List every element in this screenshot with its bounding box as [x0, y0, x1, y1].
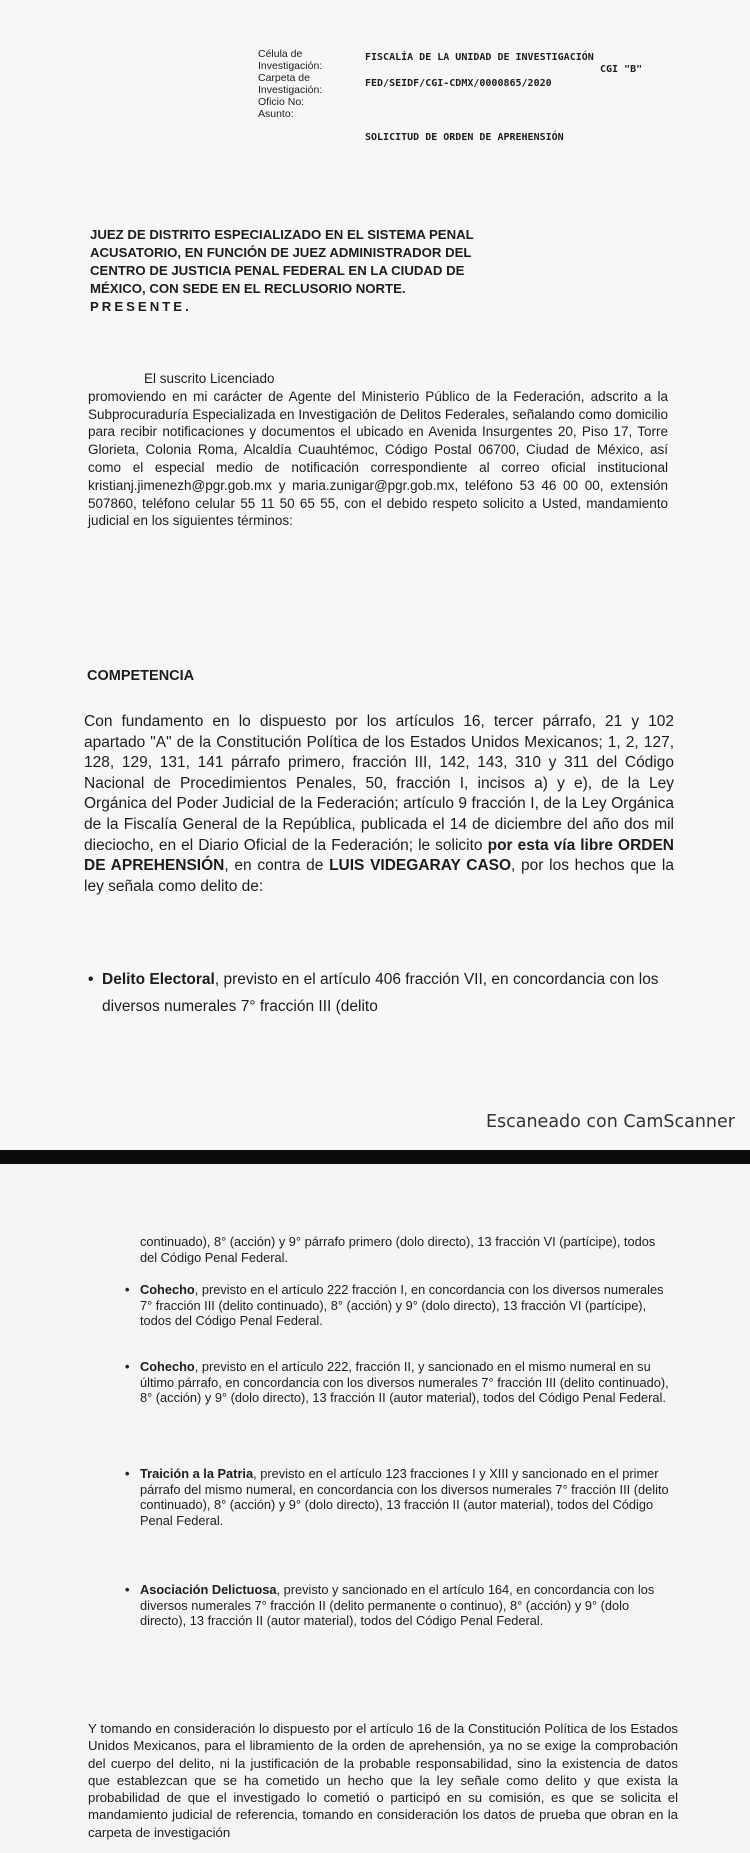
addressee-line: JUEZ DE DISTRITO ESPECIALIZADO EN EL SISTEMA PENAL [90, 227, 474, 242]
header-cgi: CGI "B" [600, 64, 643, 75]
competencia-text-b: , en contra de [224, 857, 324, 875]
list-item-text: , previsto en el artículo 406 fracción VII, en concordancia con los diversos numerales 7° fracción III (delito [102, 971, 659, 1015]
section-title-competencia: COMPETENCIA [87, 668, 195, 684]
list-item-asociacion [125, 1582, 675, 1629]
label-asunto: Asunto: [258, 108, 294, 120]
list-item-cohecho-2 [125, 1359, 675, 1406]
accused-name: LUIS VIDEGARAY CASO [329, 857, 512, 875]
page-divider [0, 1150, 750, 1164]
bullet-icon: • [125, 1582, 130, 1597]
continuation-text: continuado), 8° (acción) y 9° párrafo primero (dolo directo), 13 fracción VI (partícipe), todos del Código Penal Federal. [140, 1234, 656, 1265]
list-item-title: Cohecho [140, 1282, 195, 1297]
closing-paragraph: Y tomando en consideración lo dispuesto por el artículo 16 de la Constitución Política de los Estados Unidos Mexicanos, para el libramiento de la orden de aprehensión, ya no se exige la comprobación del cuerpo del delito, ni la justificación de la probable responsabilidad, sino la existencia de datos que establezcan que se ha cometido un hecho que la ley señale como delito y que exista la probabilidad de que el investigado lo cometió o participó en su comisión, es que se solicita el mandamiento judicial de referencia, tomando en consideración los datos de prueba que obran en la carpeta de investigación [88, 1721, 678, 1840]
list-item-delito-electoral [88, 966, 672, 1020]
competencia-paragraph [84, 712, 674, 897]
label-investigacion-2: Investigación: [258, 84, 323, 96]
list-item-title: Cohecho [140, 1359, 195, 1374]
presente: PRESENTE. [90, 299, 192, 314]
header-asunto: SOLICITUD DE ORDEN DE APREHENSIÓN [365, 132, 564, 143]
label-celula: Célula de [258, 48, 303, 60]
addressee-line: ACUSATORIO, EN FUNCIÓN DE JUEZ ADMINISTRADOR DEL [90, 245, 472, 260]
addressee-line: CENTRO DE JUSTICIA PENAL FEDERAL EN LA CIUDAD DE [90, 263, 465, 278]
list-item-title: Asociación Delictuosa [140, 1582, 277, 1597]
list-item-traicion [125, 1466, 675, 1528]
bullet-icon: • [125, 1359, 130, 1374]
addressee-block [90, 226, 550, 316]
intro-paragraph [88, 370, 668, 530]
camscanner-watermark: Escaneado con CamScanner [485, 1112, 735, 1132]
list-item-text: , previsto en el artículo 222 fracción I, en concordancia con los diversos numerales 7° fracción III (delito continuado), 8° (acción) y 9° (dolo directo), 13 fracción VI (partícipe), todos del Código Penal Federal. [140, 1282, 664, 1329]
competencia-text-c: , por los hechos que la ley señala como delito de: [84, 857, 674, 895]
bullet-icon: • [125, 1466, 130, 1481]
intro-first-line: El suscrito Licenciado [144, 371, 275, 386]
list-item-text: , previsto en el artículo 222, fracción II, y sancionado en el mismo numeral en su último párrafo, en concordancia con los diversos numerales 7° fracción III (delito continuado), 8° (acción) y 9° (dolo directo), 13 fracción II (autor material), todos del Código Penal Federal. [140, 1359, 669, 1406]
list-item-text: , previsto y sancionado en el artículo 164, en concordancia con los diversos numerales 7° fracción II (delito permanente o continuo), 8° (acción) y 9° (dolo directo), 13 fracción II (autor material), todos del Código Penal Federal. [140, 1582, 655, 1629]
list-item-title: Traición a la Patria [140, 1466, 254, 1481]
document-page-2 [0, 1164, 750, 1853]
list-item-text: , previsto en el artículo 123 fracciones I y XIII y sancionado en el primer párrafo del mismo numeral, en concordancia con los diversos numerales 7° fracción III (delito continuado), 8° (acción) y 9° (dolo directo), 13 fracción II (autor material), todos del Código Penal Federal. [140, 1466, 669, 1528]
intro-body: promoviendo en mi carácter de Agente del Ministerio Público de la Federación, adscrito a la Subprocuraduría Especializada en Investigación de Delitos Federales, señalando como domicilio para recibir notificaciones y documentos el ubicado en Avenida Insurgentes 20, Piso 17, Torre Glorieta, Colonia Roma, Alcaldía Cuauhtémoc, Código Postal 06700, Ciudad de México, así como el especial medio de notificación correspondiente al correo oficial institucional kristianj.jimenezh@pgr.gob.mx y maria.zunigar@pgr.gob.mx, teléfono 53 46 00 00, extensión 507860, teléfono celular 55 11 50 65 55, con el debido respeto solicito a Usted, mandamiento judicial en los siguientes términos: [88, 388, 668, 529]
label-carpeta: Carpeta de [258, 72, 310, 84]
addressee-line: MÉXICO, CON SEDE EN EL RECLUSORIO NORTE. [90, 281, 406, 296]
list-item-cohecho-1 [125, 1282, 675, 1329]
competencia-text-a: Con fundamento en lo dispuesto por los artículos 16, tercer párrafo, 21 y 102 apartado "A" de la Constitución Política de los Estados Unidos Mexicanos; 1, 2, 127, 128, 129, 131, 141 párrafo primero, fracción III, 142, 143, 310 y 311 del Código Nacional de Procedimientos Penales, 50, fracción I, incisos a) y e), de la Ley Orgánica del Poder Judicial de la Federación; artículo 9 fracción I, de la Ley Orgánica de la Fiscalía General de la República, publicada el 14 de diciembre del año dos mil dieciocho, en el Diario Oficial de la Federación; le solicito [84, 713, 674, 854]
bullet-icon: • [125, 1282, 130, 1297]
label-oficio: Oficio No: [258, 96, 305, 108]
list-item-title: Delito Electoral [102, 971, 215, 988]
bullet-icon: • [88, 971, 94, 988]
header-carpeta-number: FED/SEIDF/CGI-CDMX/0000865/2020 [365, 78, 552, 89]
competencia-bold-order: por esta vía libre ORDEN DE APREHENSIÓN [84, 836, 674, 875]
header-fiscalia: FISCALÍA DE LA UNIDAD DE INVESTIGACIÓN [365, 52, 594, 63]
label-investigacion-1: Investigación: [258, 60, 323, 72]
